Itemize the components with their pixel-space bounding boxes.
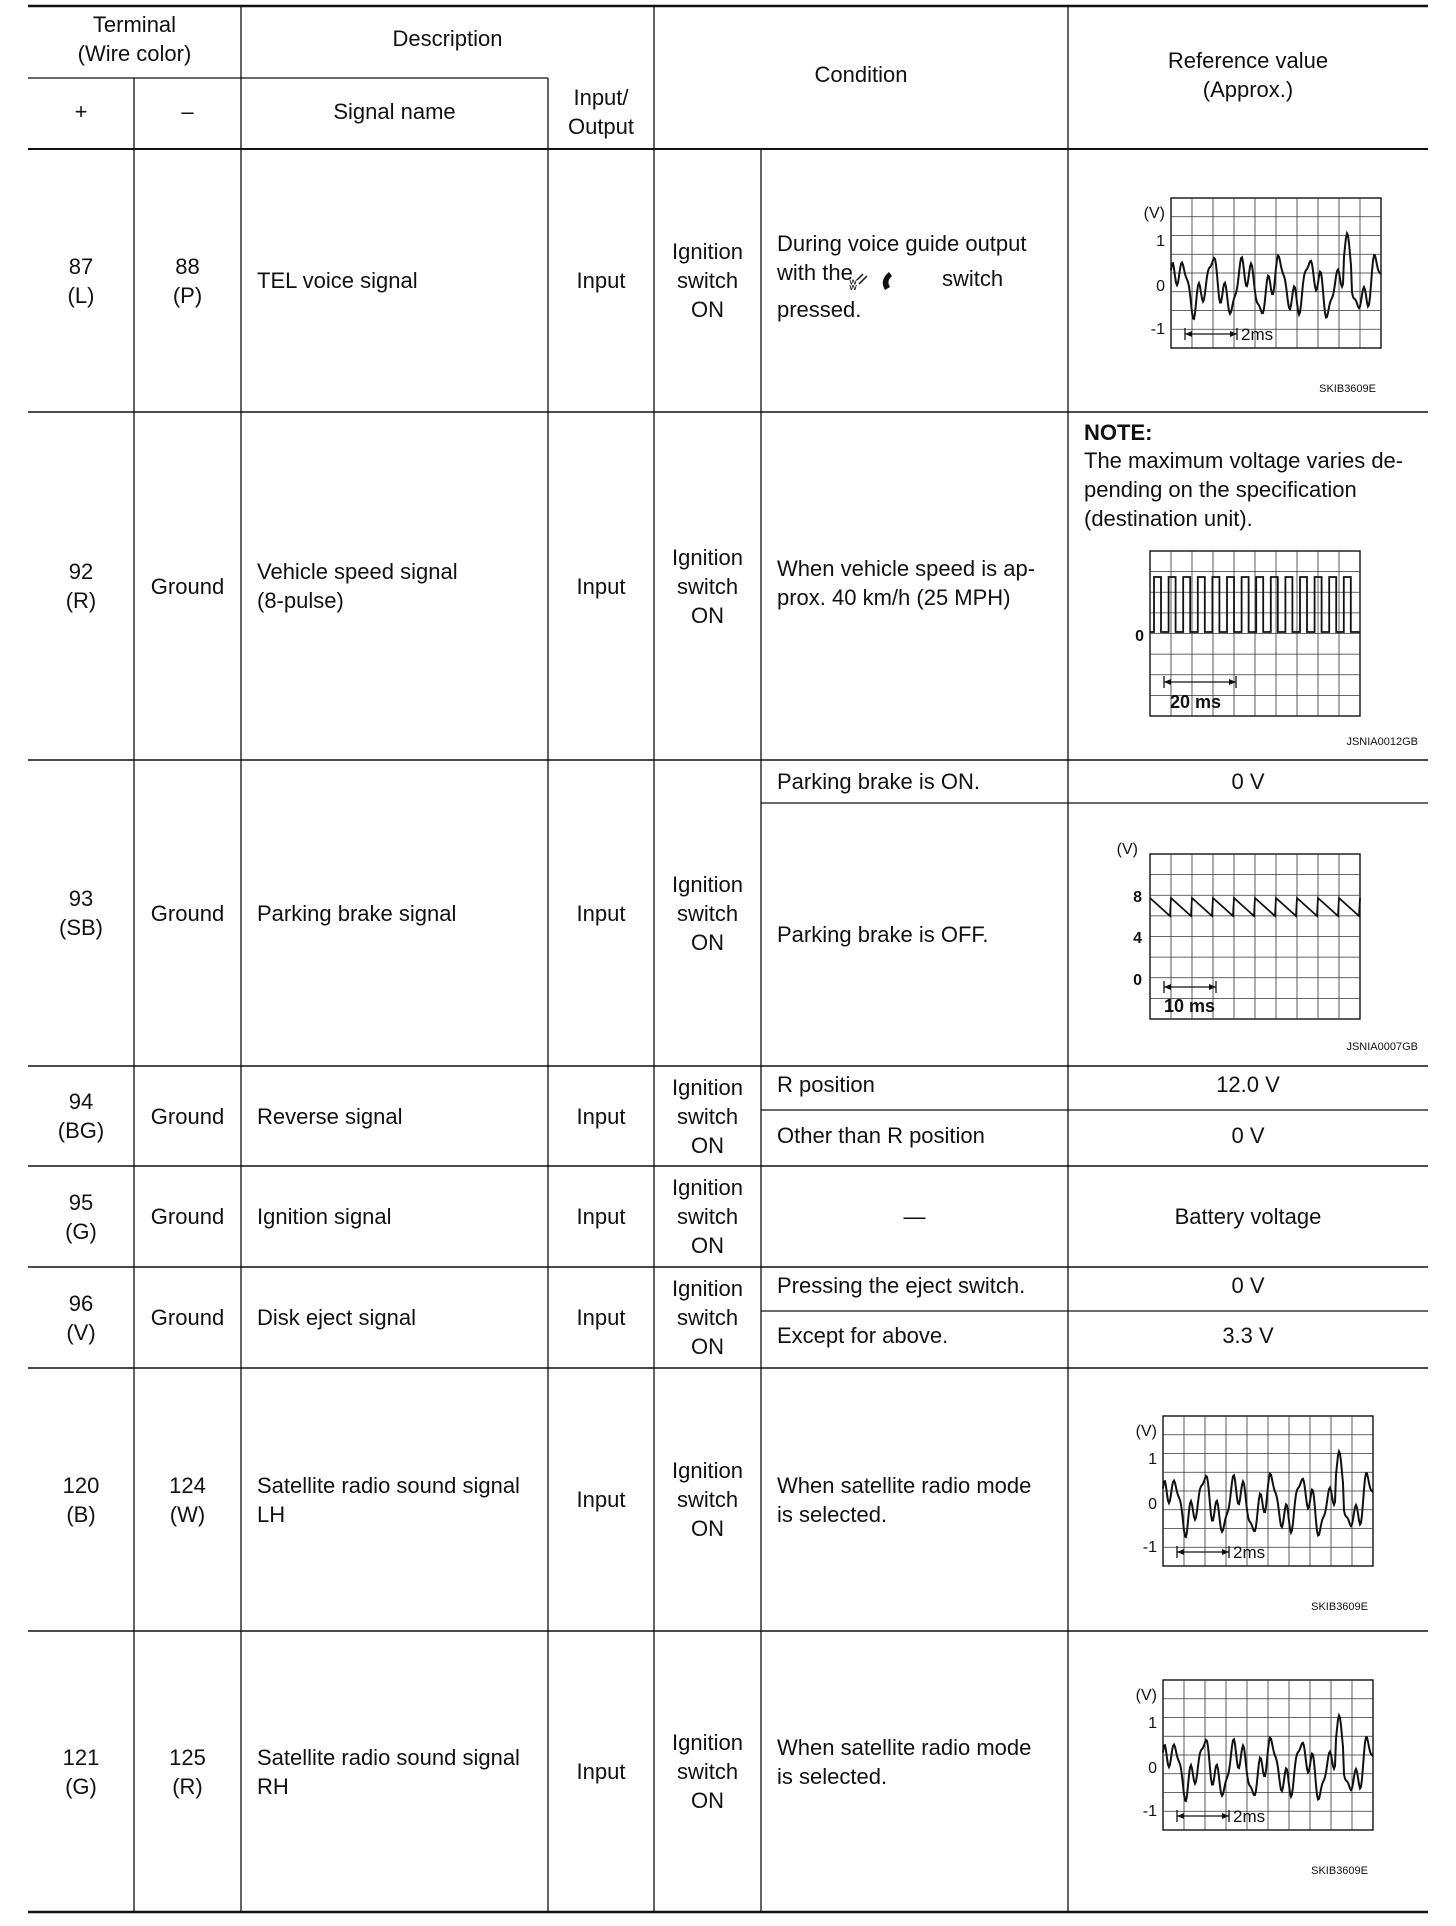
input-output: Input: [576, 1305, 626, 1330]
reference-value: 3.3 V: [1222, 1323, 1274, 1348]
condition-text: Parking brake is OFF.: [777, 922, 989, 947]
y-tick-label: -1: [1150, 321, 1165, 338]
header-terminal: Terminal (Wire color): [77, 12, 192, 66]
input-output: Input: [576, 901, 626, 926]
terminal-plus: 120 (B): [62, 1473, 100, 1527]
header-reference-value: Reference value (Approx.): [1167, 48, 1329, 102]
figure-code: JSNIA0007GB: [1346, 1041, 1418, 1053]
note-label: NOTE:: [1084, 420, 1153, 445]
y-unit-label: (V): [1116, 841, 1138, 858]
time-division-label: 20 ms: [1170, 692, 1222, 712]
signal-name: Disk eject signal: [257, 1305, 416, 1330]
terminal-plus: 95 (G): [65, 1190, 97, 1244]
reference-value: 0 V: [1231, 1273, 1265, 1298]
y-tick-label: 0: [1135, 628, 1144, 645]
y-tick-label: 1: [1156, 233, 1165, 250]
terminal-plus: 92 (R): [65, 559, 97, 613]
terminal-minus: Ground: [150, 1305, 225, 1330]
reference-value: 12.0 V: [1216, 1072, 1280, 1097]
condition-text: During voice guide output with the: [777, 231, 1027, 285]
header-input-output: Input/ Output: [567, 85, 635, 139]
ignition-condition: Ignition switch ON: [672, 1458, 743, 1541]
input-output: Input: [576, 1487, 626, 1512]
terminal-minus: Ground: [150, 1204, 225, 1229]
reference-value: 0 V: [1231, 1123, 1265, 1148]
ignition-condition: Ignition switch ON: [672, 1175, 743, 1258]
terminal-minus: 125 (R): [169, 1745, 206, 1799]
condition-text: Parking brake is ON.: [777, 769, 980, 794]
terminal-plus: 94 (BG): [57, 1089, 105, 1143]
terminal-minus: Ground: [150, 574, 225, 599]
y-tick-label: 4: [1133, 930, 1142, 947]
condition-text: Pressing the eject switch.: [777, 1273, 1026, 1298]
input-output: Input: [576, 1204, 626, 1229]
header-minus: –: [181, 99, 194, 124]
signal-name: Ignition signal: [257, 1204, 392, 1229]
condition-text: Other than R position: [777, 1123, 985, 1148]
signal-name: Parking brake signal: [257, 901, 457, 926]
figure-code: SKIB3609E: [1319, 383, 1376, 395]
audio-waveform-scope: [1113, 1414, 1383, 1614]
condition-text: Except for above.: [777, 1323, 949, 1348]
ignition-condition: Ignition switch ON: [672, 239, 743, 322]
y-unit-label: (V): [1135, 1687, 1157, 1704]
signal-name: Satellite radio sound signal LH: [257, 1473, 520, 1527]
terminal-minus: 124 (W): [169, 1473, 206, 1527]
figure-code: SKIB3609E: [1311, 1601, 1368, 1613]
arrow-head: [1230, 331, 1237, 337]
condition-text: When satellite radio mode is selected.: [777, 1473, 1032, 1527]
ignition-condition: Ignition switch ON: [672, 872, 743, 955]
signal-name: TEL voice signal: [257, 268, 418, 293]
y-unit-label: (V): [1143, 205, 1165, 222]
arrow-head: [1222, 1813, 1229, 1819]
reference-value: 0 V: [1231, 769, 1265, 794]
ignition-condition: Ignition switch ON: [672, 1075, 743, 1158]
header-signal-name: Signal name: [333, 99, 456, 124]
time-division-label: 2ms: [1233, 1807, 1266, 1826]
input-output: Input: [576, 1104, 626, 1129]
y-tick-label: 1: [1148, 1451, 1157, 1468]
arrow-head: [1209, 984, 1216, 990]
input-output: Input: [576, 268, 626, 293]
audio-waveform-scope: [1121, 196, 1391, 396]
voice-phone-icon: [847, 266, 911, 296]
header-description: Description: [392, 26, 503, 51]
condition-text: R position: [777, 1072, 875, 1097]
pulse-waveform-scope: [1118, 545, 1438, 755]
time-division-label: 2ms: [1233, 1543, 1266, 1562]
note-text: The maximum voltage varies de- pending on the specification (destination unit).: [1084, 448, 1404, 531]
arrow-head: [1164, 679, 1171, 685]
condition-text: —: [903, 1204, 926, 1229]
figure-code: JSNIA0012GB: [1346, 736, 1418, 748]
terminal-minus: Ground: [150, 1104, 225, 1129]
arrow-head: [1177, 1549, 1184, 1555]
arrow-head: [1177, 1813, 1184, 1819]
header-condition: Condition: [814, 62, 908, 87]
input-output: Input: [576, 574, 626, 599]
ignition-condition: Ignition switch ON: [672, 1730, 743, 1813]
terminal-minus: 88 (P): [172, 254, 203, 308]
condition-text: When satellite radio mode is selected.: [777, 1735, 1032, 1789]
audio-waveform-scope: [1113, 1678, 1383, 1878]
svg-text:ʬ: ʬ: [849, 275, 858, 294]
reference-value: Battery voltage: [1174, 1204, 1322, 1229]
arrow-head: [1222, 1549, 1229, 1555]
y-tick-label: 0: [1148, 1760, 1157, 1777]
y-tick-label: 8: [1133, 889, 1142, 906]
y-tick-label: 0: [1148, 1496, 1157, 1513]
condition-text: switch: [942, 266, 1004, 291]
y-unit-label: (V): [1135, 1423, 1157, 1440]
signal-name: Reverse signal: [257, 1104, 403, 1129]
signal-name: Satellite radio sound signal RH: [257, 1745, 520, 1799]
terminal-plus: 87 (L): [67, 254, 95, 308]
arrow-head: [1185, 331, 1192, 337]
time-division-label: 2ms: [1241, 325, 1274, 344]
arrow-head: [1164, 984, 1171, 990]
time-division-label: 10 ms: [1164, 996, 1216, 1016]
arrow-head: [1229, 679, 1236, 685]
sawtooth-trace: [1150, 898, 1360, 916]
condition-text: pressed.: [777, 297, 862, 322]
y-tick-label: -1: [1142, 1803, 1157, 1820]
terminal-plus: 96 (V): [66, 1291, 96, 1345]
terminal-plus: 93 (SB): [59, 886, 103, 940]
condition-text: When vehicle speed is ap- prox. 40 km/h (25 MPH): [777, 556, 1036, 610]
signal-name: Vehicle speed signal (8-pulse): [257, 559, 458, 613]
input-output: Input: [576, 1759, 626, 1784]
y-tick-label: -1: [1142, 1539, 1157, 1556]
terminal-minus: Ground: [150, 901, 225, 926]
terminal-plus: 121 (G): [62, 1745, 100, 1799]
ignition-condition: Ignition switch ON: [672, 1276, 743, 1359]
y-tick-label: 1: [1148, 1715, 1157, 1732]
sawtooth-waveform-scope: [1108, 840, 1438, 1055]
header-plus: +: [74, 99, 88, 124]
ignition-condition: Ignition switch ON: [672, 545, 743, 628]
y-tick-label: 0: [1133, 972, 1142, 989]
y-tick-label: 0: [1156, 278, 1165, 295]
figure-code: SKIB3609E: [1311, 1865, 1368, 1877]
